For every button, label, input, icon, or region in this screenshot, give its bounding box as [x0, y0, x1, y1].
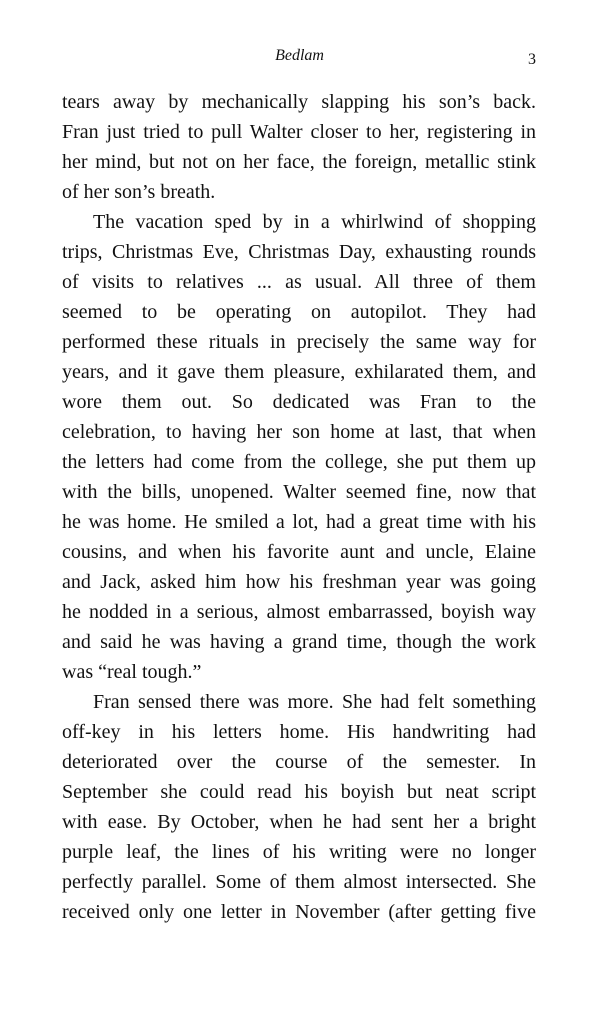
text-line: with the bills, unopened. Walter seemed fine, now that — [62, 481, 536, 503]
text-line: September she could read his boyish but neat script — [62, 781, 536, 803]
text-line: off-key in his letters home. His handwriting had — [62, 721, 536, 743]
text-line: perfectly parallel. Some of them almost intersected. She — [62, 871, 536, 893]
text-line: received only one letter in November (after getting five — [62, 901, 536, 923]
text-line: years, and it gave them pleasure, exhilarated them, and — [62, 361, 536, 383]
text-line: and said he was having a grand time, though the work — [62, 631, 536, 653]
text-line: performed these rituals in precisely the same way for — [62, 331, 536, 353]
text-line: he nodded in a serious, almost embarrassed, boyish way — [62, 601, 536, 623]
text-line: of visits to relatives ... as usual. All three of them — [62, 271, 536, 293]
text-line: The vacation sped by in a whirlwind of shopping — [93, 211, 536, 233]
text-line: cousins, and when his favorite aunt and uncle, Elaine — [62, 541, 536, 563]
page-number: 3 — [528, 51, 536, 68]
text-line: celebration, to having her son home at last, that when — [62, 421, 536, 443]
text-line: he was home. He smiled a lot, had a great time with his — [62, 511, 536, 533]
text-line: Fran sensed there was more. She had felt something — [93, 691, 536, 713]
text-line: and Jack, asked him how his freshman year was going — [62, 571, 536, 593]
running-title: Bedlam — [275, 47, 324, 64]
body-text — [62, 87, 536, 927]
text-line: Fran just tried to pull Walter closer to her, registering in — [62, 121, 536, 143]
text-line: tears away by mechanically slapping his son’s back. — [62, 91, 536, 113]
text-line: seemed to be operating on autopilot. They had — [62, 301, 536, 323]
text-line: the letters had come from the college, she put them up — [62, 451, 536, 473]
text-line: her mind, but not on her face, the foreign, metallic stink — [62, 151, 536, 173]
running-head — [0, 44, 599, 68]
text-line: was “real tough.” — [62, 661, 202, 683]
text-line: of her son’s breath. — [62, 181, 216, 203]
text-line: deteriorated over the course of the semester. In — [62, 751, 536, 773]
text-line: wore them out. So dedicated was Fran to the — [62, 391, 536, 413]
text-line: purple leaf, the lines of his writing were no longer — [62, 841, 536, 863]
text-line: trips, Christmas Eve, Christmas Day, exhausting rounds — [62, 241, 536, 263]
text-line: with ease. By October, when he had sent her a bright — [62, 811, 536, 833]
